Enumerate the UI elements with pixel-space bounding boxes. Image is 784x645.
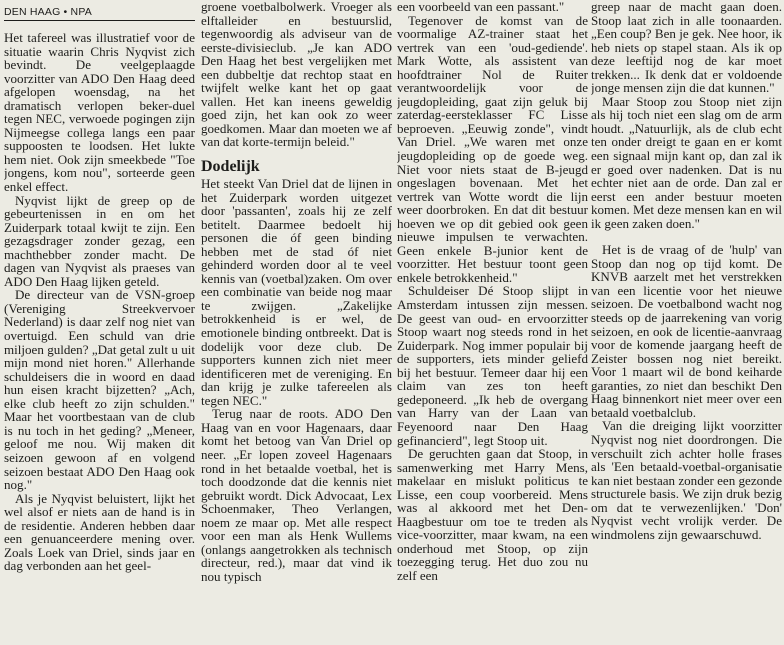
- paragraph: Het tafereel was illustratief voor de situatie waarin Chris Nyqvist zich bevindt. De veelgeplaagde voorzitter van ADO Den Haag deed afgelopen woensdag, na het dramatisch verlopen beker-duel tegen NEC, verwoede pogingen zijn Nijmeegse collega langs een paar suppoosten te loodsen. Het lukte hem niet. Ook zijn smeekbede "Toe jongens, kom nou", sorteerde geen enkel effect.: [4, 30, 195, 195]
- article-column-4: [591, 0, 782, 645]
- paragraph: De directeur van de VSN-groep (Vereniging Streekvervoer Nederland) is daar zelf nog niet van overtuigd. Een schuld van drie miljoen gulden? „Dat getal zult u uit mijn mond niet horen." Allerhande schuldeisers die in woord en daad hun eisen kracht bijzetten? „Ach, elke club heeft zo zijn schulden." Maar het voortbestaan van de club is nu toch in het geding? „Meneer, geloof me nou. Wij maken dit seizoen gewoon af en volgend seizoen bestaat ADO Den Haag ook nog.": [4, 287, 195, 493]
- paragraph: Maar Stoop zou Stoop niet zijn als hij toch niet een slag om de arm houdt. „Natuurlijk, als de club echt ten onder dreigt te gaan en er komt een signaal mijn kant op, dan zal ik er goed over nadenken. Dat is nu echter niet aan de orde. Dan zal er eerst een ander bestuur moeten komen. Met deze mensen kan en wil ik geen zaken doen.": [591, 93, 782, 231]
- paragraph: Als je Nyqvist beluistert, lijkt het wel alsof er niets aan de hand is in de residentie. Anderen hebben daar een genuanceerdere mening over. Zoals Loek van Driel, sinds jaar en dag verbonden aan het geel-: [4, 490, 195, 574]
- subheading: Dodelijk: [201, 158, 260, 176]
- paragraph: Terug naar de roots. ADO Den Haag van en voor Hagenaars, daar komt het betoog van Van Driel op neer. „Er lopen zoveel Hagenaars rond in het betaalde voetbal, het is toch doodzonde dat die kennis niet gebruikt wordt. Dick Advocaat, Lex Schoenmaker, Theo Verlangen, noem ze maar op. Met alle respect voor een man als Henk Wullems (onlangs aangetrokken als technisch directeur, red.), maar dat vind ik nou typisch: [201, 406, 392, 584]
- paragraph: greep naar de macht gaan doen. Stoop laat zich in alle toonaarden. „Een coup? Ben je gek. Nee hoor, ik heb niets op stapel staan. Als ik op deze leeftijd nog de kar moet trekken... Ik denk dat er voldoende jonge mensen zijn die dat kunnen.": [591, 0, 782, 96]
- paragraph: Schuldeiser Dé Stoop slijpt in Amsterdam intussen zijn messen. De geest van oud- en ervoorzitter Stoop waart nog steeds rond in het Zuiderpark. Nog immer populair bij de supporters, iets minder geliefd bij het bestuur. Temeer daar hij een claim van zes ton heeft gedeponeerd. „Ik heb de overgang van Harry van der Laan van Feyenoord naar Den Haag gefinancierd", legt Stoop uit.: [397, 283, 588, 448]
- paragraph: een voorbeeld van een passant.": [397, 0, 565, 14]
- paragraph: Tegenover de komst van de voormalige AZ-trainer staat het vertrek van een 'oud-gediende'. Mark Wotte, als assistent van hoofdtrainer Nol de Ruiter verantwoordelijk voor de jeugdopleiding, gaat zijn geluk bij zaterdag-eersteklasser FC Lisse beproeven. „Eeuwig zonde", vindt Van Driel. „We waren met onze jeugdopleiding op de goede weg. Niet voor niets staat de B-jeugd ongeslagen bovenaan. Met het vertrek van Wotte wordt die lijn weer doorbroken. En dat dit bestuur hoeven we op dit gebied ook geen nieuwe impulsen te verwachten. Geen enkele B-junior kent de voorzitter. Het bestuur toont geen enkele betrokkenheid.": [397, 12, 588, 285]
- paragraph: Van die dreiging lijkt voorzitter Nyqvist nog niet doordrongen. Die verschuilt zich achter holle frases als 'Een betaald-voetbal-organisatie kan niet bestaan zonder een gezonde structurele basis. We zijn druk bezig om dat te verwezenlijken.' 'Don' Nyqvist vecht vrolijk verder. De windmolens zijn gewaarschuwd.: [591, 418, 782, 542]
- paragraph: Het is de vraag of de 'hulp' van Stoop dan nog op tijd komt. De KNVB aarzelt met het verstrekken van een licentie voor het nieuwe seizoen. De voetbalbond wacht nog steeds op de jaarrekening van vorig seizoen, en ook de licentie-aanvraag voor de komende jaargang heeft de Zeister bossen nog niet bereikt. Voor 1 maart wil de bond keiharde garanties, zo niet dan beschikt Den Haag binnenkort niet meer over een betaald voetbalclub.: [591, 242, 782, 420]
- paragraph: Nyqvist lijkt de greep op de gebeurtenissen in en om het Zuiderpark totaal kwijt te zijn. Een gezagsdrager zonder gezag, een machthebber zonder macht. De dagen van Nyqvist als praeses van ADO Den Haag lijken geteld.: [4, 192, 195, 289]
- dateline: DEN HAAG • NPA: [4, 6, 195, 21]
- article-column-3: [397, 0, 588, 645]
- article-column-1: [4, 0, 195, 645]
- paragraph: groene voetbalbolwerk. Vroeger als elftalleider en bestuurslid, tegenwoordig als adviseur van de eerste-divisieclub. „Je kan ADO Den Haag het best vergelijken met een dubbeltje dat rechtop staat en twijfelt welke kant het op gaat vallen. Het kan ineens geweldig goed zijn, het kan ook zo weer goedkomen. Maar dan moeten we af van dat korte-termijn beleid.": [201, 0, 392, 150]
- paragraph: Het steekt Van Driel dat de lijnen in het Zuiderpark worden uitgezet door 'passanten', zoals hij ze zelf betitelt. Daarmee bedoelt hij personen die óf geen binding hebben met de stad óf niet gehinderd worden door al te veel kennis van (voetbal)zaken. Om over een combinatie van beide nog maar te zwijgen. „Zakelijke betrokkenheid is er wel, de emotionele binding ontbreekt. Dat is dodelijk voor deze club. De supporters kunnen zich niet meer identificeren met de vereniging. En dan krijg je zulke tafereelen als tegen NEC.": [201, 176, 392, 408]
- paragraph: De geruchten gaan dat Stoop, in samenwerking met Harry Mens, makelaar en mislukt politicus te Lisse, een coup voorbereid. Mens was al akkoord met het Den-Haagbestuur om toe te treden als vice-voorzitter, maar kwam, na een onderhoud met Stoop, op zijn toezegging terug. Het duo zou nu zelf een: [397, 446, 588, 583]
- article-column-2: [201, 0, 392, 645]
